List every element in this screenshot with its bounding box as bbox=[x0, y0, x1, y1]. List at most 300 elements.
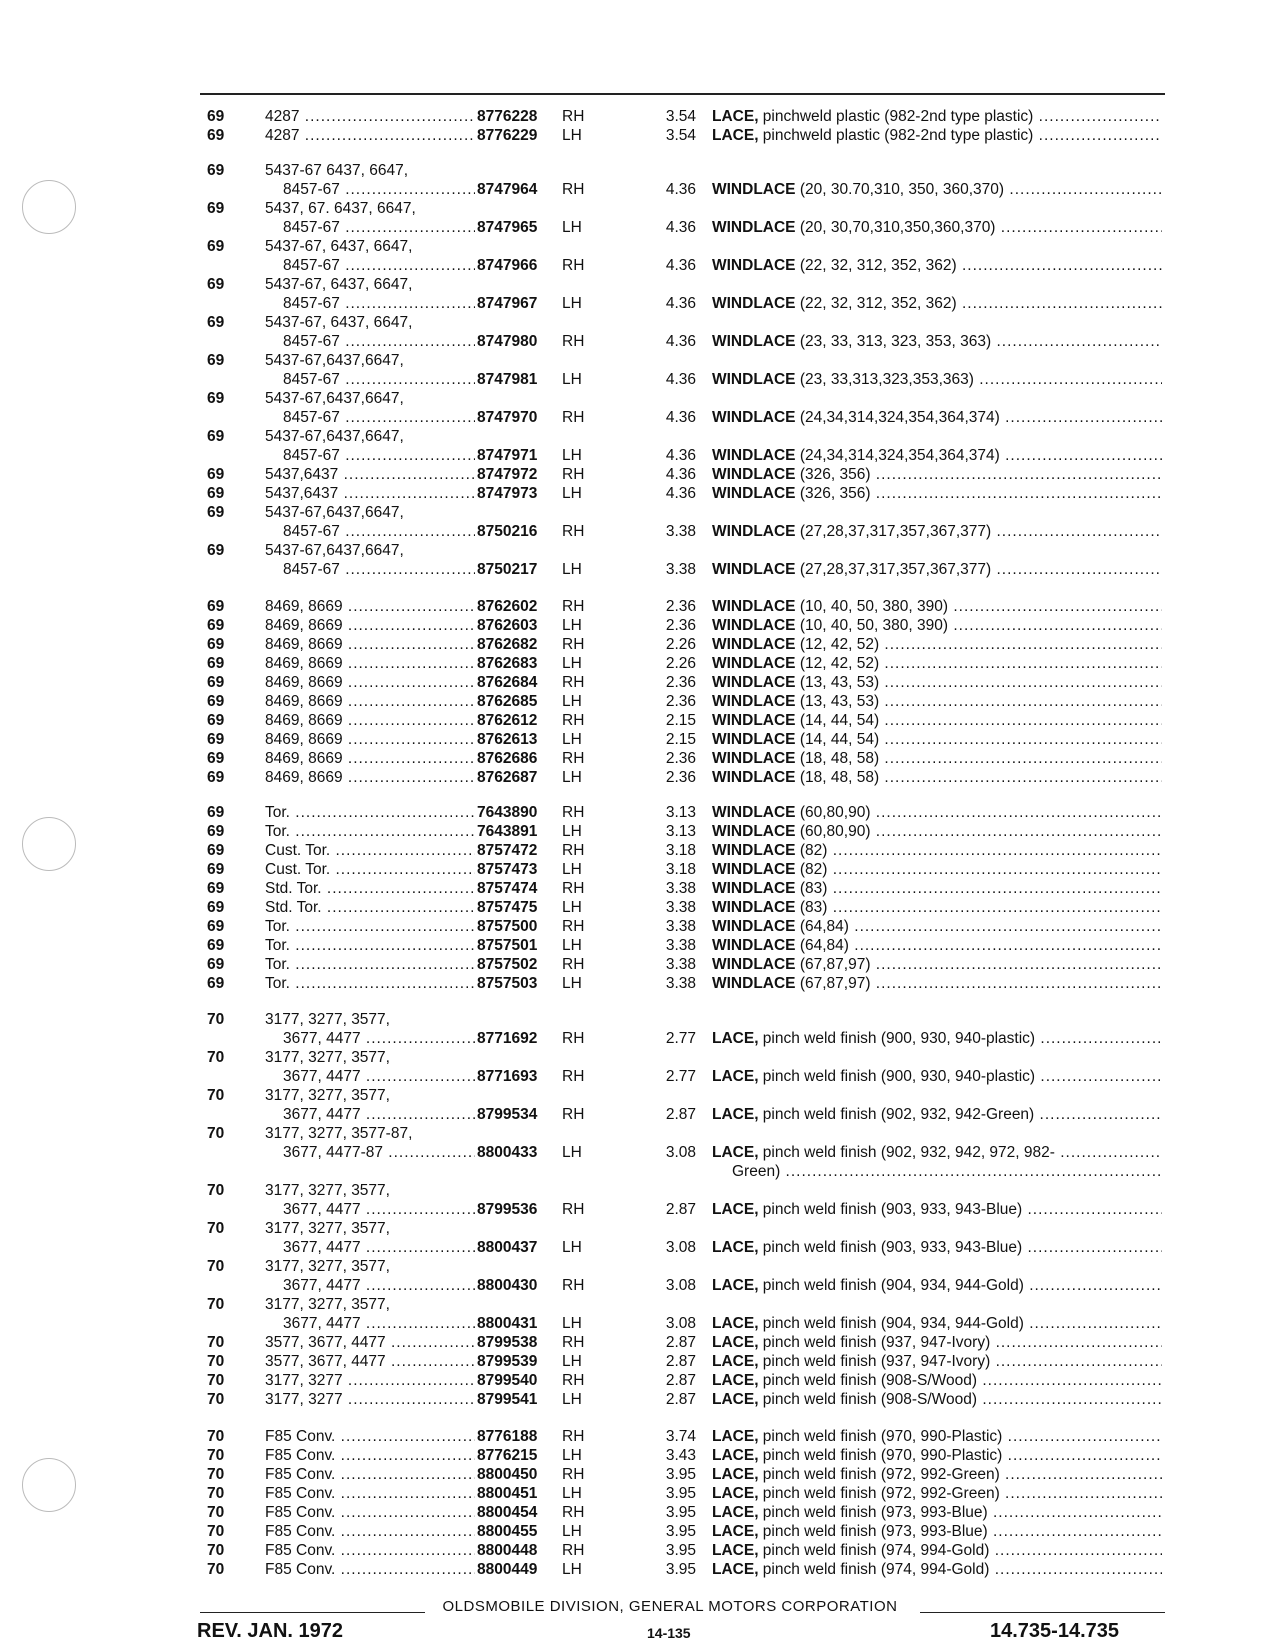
table-row bbox=[0, 711, 1272, 730]
application-cell: 5437-67,6437,6647, bbox=[265, 390, 404, 407]
application-cell: 3577, 3677, 4477 ..... bbox=[265, 1333, 475, 1352]
price-cell: 3.43 bbox=[665, 1447, 696, 1464]
description-keyword: WINDLACE bbox=[712, 674, 796, 691]
price-cell: 4.36 bbox=[665, 466, 696, 483]
side-cell: LH bbox=[562, 447, 582, 464]
table-row bbox=[0, 1295, 1272, 1314]
description-keyword: WINDLACE bbox=[712, 447, 796, 464]
side-cell: RH bbox=[562, 918, 585, 935]
side-cell: LH bbox=[562, 1391, 582, 1408]
table-row bbox=[0, 1503, 1272, 1522]
model-year: 69 bbox=[207, 750, 225, 767]
application-cell: 4287 ..... bbox=[265, 107, 475, 126]
side-cell: RH bbox=[562, 1466, 585, 1483]
description-text: pinch weld finish (972, 992-Green) bbox=[758, 1466, 1000, 1483]
description-text: (13, 43, 53) bbox=[795, 693, 880, 710]
model-year: 69 bbox=[207, 693, 225, 710]
part-number: 8800431 bbox=[477, 1315, 538, 1332]
model-year: 70 bbox=[207, 1353, 225, 1370]
description-text: (14, 44, 54) bbox=[795, 731, 880, 748]
application-cell: 8469, 8669 ..... bbox=[265, 635, 475, 654]
description-text: (64,84) bbox=[795, 918, 849, 935]
model-year: 69 bbox=[207, 975, 225, 992]
description-cell bbox=[712, 635, 1162, 654]
part-number: 8747965 bbox=[477, 219, 538, 236]
table-row bbox=[0, 408, 1272, 427]
description-text: (18, 48, 58) bbox=[795, 769, 880, 786]
description-keyword: LACE, bbox=[712, 1561, 759, 1578]
price-cell: 2.87 bbox=[665, 1334, 696, 1351]
description-keyword: WINDLACE bbox=[712, 219, 796, 236]
model-year: 69 bbox=[207, 937, 225, 954]
description-keyword: LACE, bbox=[712, 1068, 759, 1085]
description-text: pinch weld finish (973, 993-Blue) bbox=[758, 1504, 988, 1521]
description-keyword: WINDLACE bbox=[712, 561, 796, 578]
side-cell: RH bbox=[562, 956, 585, 973]
description-text: pinch weld finish (903, 933, 943-Blue) bbox=[758, 1239, 1023, 1256]
part-number: 8747972 bbox=[477, 466, 538, 483]
side-cell: LH bbox=[562, 731, 582, 748]
application-cell: Tor. ..... bbox=[265, 917, 475, 936]
description-cell bbox=[712, 803, 1162, 822]
application-cell: Tor. ..... bbox=[265, 974, 475, 993]
model-year: 70 bbox=[207, 1220, 225, 1237]
table-row bbox=[0, 673, 1272, 692]
description-cell bbox=[712, 1200, 1162, 1219]
model-year: 69 bbox=[207, 769, 225, 786]
application-cell: 3177, 3277, 3577, bbox=[265, 1220, 390, 1237]
application-cell: 3177, 3277 ..... bbox=[265, 1390, 475, 1409]
table-row bbox=[0, 256, 1272, 275]
price-cell: 3.95 bbox=[665, 1561, 696, 1578]
table-row bbox=[0, 1010, 1272, 1029]
description-cell bbox=[712, 256, 1162, 275]
part-number: 8762612 bbox=[477, 712, 538, 729]
description-keyword: LACE, bbox=[712, 1106, 759, 1123]
description-text: (22, 32, 312, 352, 362) bbox=[795, 257, 957, 274]
price-cell: 2.87 bbox=[665, 1201, 696, 1218]
description-cell bbox=[712, 446, 1162, 465]
description-text: pinch weld finish (972, 992-Green) bbox=[758, 1485, 1000, 1502]
description-keyword: LACE, bbox=[712, 1466, 759, 1483]
price-cell: 3.38 bbox=[665, 523, 696, 540]
part-number: 8771692 bbox=[477, 1030, 538, 1047]
description-keyword: WINDLACE bbox=[712, 937, 796, 954]
description-keyword: WINDLACE bbox=[712, 693, 796, 710]
description-keyword: LACE, bbox=[712, 1353, 759, 1370]
description-keyword: WINDLACE bbox=[712, 823, 796, 840]
table-row bbox=[0, 860, 1272, 879]
price-cell: 2.36 bbox=[665, 750, 696, 767]
table-row bbox=[0, 294, 1272, 313]
table-row bbox=[0, 1541, 1272, 1560]
side-cell: RH bbox=[562, 636, 585, 653]
price-cell: 2.15 bbox=[665, 712, 696, 729]
description-cell bbox=[712, 860, 1162, 879]
application-cell: F85 Conv. ..... bbox=[265, 1522, 475, 1541]
table-row bbox=[0, 879, 1272, 898]
description-keyword: LACE, bbox=[712, 1504, 759, 1521]
part-number: 8762685 bbox=[477, 693, 538, 710]
model-year: 70 bbox=[207, 1372, 225, 1389]
part-number: 8776228 bbox=[477, 108, 538, 125]
table-row bbox=[0, 936, 1272, 955]
part-number: 8776215 bbox=[477, 1447, 538, 1464]
table-row bbox=[0, 446, 1272, 465]
price-cell: 2.77 bbox=[665, 1068, 696, 1085]
description-cell bbox=[712, 560, 1162, 579]
price-cell: 3.13 bbox=[665, 804, 696, 821]
part-number: 8747967 bbox=[477, 295, 538, 312]
part-number: 8776229 bbox=[477, 127, 538, 144]
application-cell: F85 Conv. ..... bbox=[265, 1446, 475, 1465]
description-text: (14, 44, 54) bbox=[795, 712, 880, 729]
part-number: 8747973 bbox=[477, 485, 538, 502]
price-cell: 3.38 bbox=[665, 918, 696, 935]
table-row bbox=[0, 841, 1272, 860]
description-cell bbox=[712, 917, 1162, 936]
table-row bbox=[0, 107, 1272, 126]
table-row bbox=[0, 370, 1272, 389]
application-cell: Tor. ..... bbox=[265, 955, 475, 974]
description-keyword: WINDLACE bbox=[712, 636, 796, 653]
part-number: 8762687 bbox=[477, 769, 538, 786]
application-cell: 5437-67,6437,6647, bbox=[265, 504, 404, 521]
application-cell: 3677, 4477 ..... bbox=[265, 1314, 475, 1333]
price-cell: 3.54 bbox=[665, 127, 696, 144]
table-row bbox=[0, 218, 1272, 237]
description-text: (82) bbox=[795, 861, 828, 878]
description-cell bbox=[712, 294, 1162, 313]
part-number: 8799534 bbox=[477, 1106, 538, 1123]
price-cell: 3.38 bbox=[665, 880, 696, 897]
part-number: 8762683 bbox=[477, 655, 538, 672]
description-text: (27,28,37,317,357,367,377) bbox=[795, 523, 992, 540]
description-text: (83) bbox=[795, 899, 828, 916]
description-cell bbox=[712, 1390, 1162, 1409]
side-cell: LH bbox=[562, 485, 582, 502]
side-cell: LH bbox=[562, 371, 582, 388]
application-cell: 3677, 4477 ..... bbox=[265, 1067, 475, 1086]
description-keyword: WINDLACE bbox=[712, 804, 796, 821]
table-row bbox=[0, 1029, 1272, 1048]
side-cell: RH bbox=[562, 1372, 585, 1389]
description-text: (27,28,37,317,357,367,377) bbox=[795, 561, 992, 578]
description-cell bbox=[712, 879, 1162, 898]
description-text: pinchweld plastic (982-2nd type plastic) bbox=[758, 108, 1034, 125]
model-year: 69 bbox=[207, 162, 225, 179]
part-number: 8762603 bbox=[477, 617, 538, 634]
price-cell: 3.95 bbox=[665, 1523, 696, 1540]
application-cell: 5437-67, 6437, 6647, bbox=[265, 314, 413, 331]
description-text: (12, 42, 52) bbox=[795, 655, 880, 672]
model-year: 70 bbox=[207, 1182, 225, 1199]
description-keyword: WINDLACE bbox=[712, 861, 796, 878]
side-cell: LH bbox=[562, 975, 582, 992]
table-row bbox=[0, 1086, 1272, 1105]
description-text: (326, 356) bbox=[795, 485, 871, 502]
model-year: 69 bbox=[207, 390, 225, 407]
model-year: 70 bbox=[207, 1011, 225, 1028]
application-cell: 8457-67 ..... bbox=[265, 332, 475, 351]
description-cell bbox=[712, 126, 1162, 145]
footer-division: OLDSMOBILE DIVISION, GENERAL MOTORS CORPORATION bbox=[442, 1598, 898, 1615]
description-cell bbox=[712, 692, 1162, 711]
part-number: 8771693 bbox=[477, 1068, 538, 1085]
model-year: 69 bbox=[207, 861, 225, 878]
price-cell: 3.08 bbox=[665, 1315, 696, 1332]
part-number: 8762686 bbox=[477, 750, 538, 767]
side-cell: LH bbox=[562, 1315, 582, 1332]
part-number: 8750217 bbox=[477, 561, 538, 578]
model-year: 69 bbox=[207, 200, 225, 217]
description-cell bbox=[712, 1503, 1162, 1522]
price-cell: 4.36 bbox=[665, 295, 696, 312]
side-cell: RH bbox=[562, 181, 585, 198]
part-number: 8747966 bbox=[477, 257, 538, 274]
part-number: 8757503 bbox=[477, 975, 538, 992]
part-number: 8762613 bbox=[477, 731, 538, 748]
description-text: (64,84) bbox=[795, 937, 849, 954]
table-row bbox=[0, 803, 1272, 822]
model-year: 69 bbox=[207, 899, 225, 916]
model-year: 70 bbox=[207, 1504, 225, 1521]
side-cell: LH bbox=[562, 655, 582, 672]
description-text: pinch weld finish (973, 993-Blue) bbox=[758, 1523, 988, 1540]
table-row bbox=[0, 1124, 1272, 1143]
model-year: 69 bbox=[207, 352, 225, 369]
table-row bbox=[0, 1522, 1272, 1541]
model-year: 69 bbox=[207, 655, 225, 672]
part-number: 8757472 bbox=[477, 842, 538, 859]
application-cell: 3177, 3277, 3577-87, bbox=[265, 1125, 413, 1142]
table-row bbox=[0, 1200, 1272, 1219]
part-number: 8800450 bbox=[477, 1466, 538, 1483]
model-year: 69 bbox=[207, 823, 225, 840]
description-cell bbox=[712, 1029, 1162, 1048]
part-number: 8762684 bbox=[477, 674, 538, 691]
application-cell: Cust. Tor. ..... bbox=[265, 860, 475, 879]
side-cell: RH bbox=[562, 1068, 585, 1085]
description-text: pinch weld finish (904, 934, 944-Gold) bbox=[758, 1277, 1024, 1294]
application-cell: 3677, 4477 ..... bbox=[265, 1105, 475, 1124]
side-cell: LH bbox=[562, 1561, 582, 1578]
description-keyword: LACE, bbox=[712, 1201, 759, 1218]
part-number: 8800433 bbox=[477, 1144, 538, 1161]
table-row bbox=[0, 332, 1272, 351]
description-text: (23, 33, 313, 323, 353, 363) bbox=[795, 333, 992, 350]
price-cell: 2.36 bbox=[665, 674, 696, 691]
table-row bbox=[0, 1048, 1272, 1067]
price-cell: 2.87 bbox=[665, 1106, 696, 1123]
description-keyword: WINDLACE bbox=[712, 371, 796, 388]
part-number: 8757502 bbox=[477, 956, 538, 973]
application-cell: 3177, 3277, 3577, bbox=[265, 1258, 390, 1275]
table-row bbox=[0, 1181, 1272, 1200]
description-cell bbox=[712, 218, 1162, 237]
price-cell: 3.95 bbox=[665, 1504, 696, 1521]
side-cell: RH bbox=[562, 257, 585, 274]
description-cell bbox=[712, 1371, 1162, 1390]
description-text: (10, 40, 50, 380, 390) bbox=[795, 617, 949, 634]
top-rule bbox=[200, 93, 1165, 95]
side-cell: RH bbox=[562, 674, 585, 691]
application-cell: 8469, 8669 ..... bbox=[265, 692, 475, 711]
side-cell: RH bbox=[562, 712, 585, 729]
description-keyword: WINDLACE bbox=[712, 731, 796, 748]
description-text: (326, 356) bbox=[795, 466, 871, 483]
table-row bbox=[0, 822, 1272, 841]
model-year: 69 bbox=[207, 108, 225, 125]
table-row bbox=[0, 427, 1272, 446]
model-year: 69 bbox=[207, 880, 225, 897]
application-cell: 3577, 3677, 4477 ..... bbox=[265, 1352, 475, 1371]
description-cell bbox=[712, 936, 1162, 955]
footer-page-number: 14-135 bbox=[647, 1625, 691, 1641]
model-year: 69 bbox=[207, 842, 225, 859]
footer-rule-left bbox=[200, 1612, 425, 1613]
part-number: 8747970 bbox=[477, 409, 538, 426]
side-cell: RH bbox=[562, 842, 585, 859]
price-cell: 2.87 bbox=[665, 1353, 696, 1370]
price-cell: 4.36 bbox=[665, 333, 696, 350]
side-cell: RH bbox=[562, 804, 585, 821]
table-row bbox=[0, 955, 1272, 974]
application-cell: 8469, 8669 ..... bbox=[265, 597, 475, 616]
part-number: 8750216 bbox=[477, 523, 538, 540]
price-cell: 3.38 bbox=[665, 561, 696, 578]
description-keyword: WINDLACE bbox=[712, 899, 796, 916]
side-cell: RH bbox=[562, 333, 585, 350]
side-cell: RH bbox=[562, 1030, 585, 1047]
part-number: 8799539 bbox=[477, 1353, 538, 1370]
table-row bbox=[0, 126, 1272, 145]
table-row bbox=[0, 768, 1272, 787]
table-row bbox=[0, 1371, 1272, 1390]
application-cell: F85 Conv. ..... bbox=[265, 1541, 475, 1560]
table-row bbox=[0, 161, 1272, 180]
description-text: pinch weld finish (902, 932, 942-Green) bbox=[758, 1106, 1035, 1123]
model-year: 69 bbox=[207, 466, 225, 483]
price-cell: 3.74 bbox=[665, 1428, 696, 1445]
price-cell: 2.36 bbox=[665, 598, 696, 615]
application-cell: 3677, 4477 ..... bbox=[265, 1276, 475, 1295]
application-cell: 3177, 3277, 3577, bbox=[265, 1087, 390, 1104]
description-text: pinch weld finish (900, 930, 940-plastic) bbox=[758, 1030, 1036, 1047]
model-year: 69 bbox=[207, 956, 225, 973]
description-cell bbox=[712, 841, 1162, 860]
application-cell: 8469, 8669 ..... bbox=[265, 711, 475, 730]
price-cell: 3.38 bbox=[665, 975, 696, 992]
description-cell bbox=[712, 730, 1162, 749]
table-row bbox=[0, 616, 1272, 635]
table-row bbox=[0, 1105, 1272, 1124]
part-number: 8762682 bbox=[477, 636, 538, 653]
model-year: 70 bbox=[207, 1447, 225, 1464]
description-keyword: WINDLACE bbox=[712, 918, 796, 935]
side-cell: LH bbox=[562, 937, 582, 954]
application-cell: 8469, 8669 ..... bbox=[265, 673, 475, 692]
description-cell bbox=[712, 522, 1162, 541]
table-row bbox=[0, 749, 1272, 768]
part-number: 8747971 bbox=[477, 447, 538, 464]
side-cell: LH bbox=[562, 295, 582, 312]
model-year: 70 bbox=[207, 1296, 225, 1313]
part-number: 8800454 bbox=[477, 1504, 538, 1521]
price-cell: 2.36 bbox=[665, 769, 696, 786]
description-text: pinch weld finish (974, 994-Gold) bbox=[758, 1542, 990, 1559]
table-row bbox=[0, 1427, 1272, 1446]
part-number: 8799540 bbox=[477, 1372, 538, 1389]
application-cell: Std. Tor. ..... bbox=[265, 879, 475, 898]
table-row bbox=[0, 1465, 1272, 1484]
side-cell: LH bbox=[562, 769, 582, 786]
description-keyword: LACE, bbox=[712, 1372, 759, 1389]
description-cell bbox=[712, 1352, 1162, 1371]
price-cell: 3.54 bbox=[665, 108, 696, 125]
description-cell bbox=[712, 822, 1162, 841]
application-cell: 5437,6437 ..... bbox=[265, 484, 475, 503]
part-number: 8757500 bbox=[477, 918, 538, 935]
description-cell bbox=[712, 1446, 1162, 1465]
part-number: 8799541 bbox=[477, 1391, 538, 1408]
table-row bbox=[0, 917, 1272, 936]
table-row bbox=[0, 1143, 1272, 1162]
application-cell: 5437-67 6437, 6647, bbox=[265, 162, 409, 179]
model-year: 69 bbox=[207, 636, 225, 653]
side-cell: RH bbox=[562, 523, 585, 540]
description-text: pinch weld finish (974, 994-Gold) bbox=[758, 1561, 990, 1578]
description-cell bbox=[712, 1314, 1162, 1333]
table-row bbox=[0, 974, 1272, 993]
description-text: pinchweld plastic (982-2nd type plastic) bbox=[758, 127, 1034, 144]
description-keyword: LACE, bbox=[712, 1334, 759, 1351]
description-keyword: WINDLACE bbox=[712, 598, 796, 615]
description-cell bbox=[712, 484, 1162, 503]
application-cell: 8457-67 ..... bbox=[265, 560, 475, 579]
application-cell: 3677, 4477-87 ..... bbox=[265, 1143, 475, 1162]
part-number: 8800449 bbox=[477, 1561, 538, 1578]
side-cell: LH bbox=[562, 219, 582, 236]
description-text: (20, 30,70,310,350,360,370) bbox=[795, 219, 996, 236]
price-cell: 4.36 bbox=[665, 371, 696, 388]
description-cell bbox=[712, 332, 1162, 351]
application-cell: 5437-67,6437,6647, bbox=[265, 352, 404, 369]
side-cell: LH bbox=[562, 693, 582, 710]
part-number: 8757475 bbox=[477, 899, 538, 916]
application-cell: 8469, 8669 ..... bbox=[265, 730, 475, 749]
side-cell: RH bbox=[562, 1334, 585, 1351]
application-cell: 8469, 8669 ..... bbox=[265, 768, 475, 787]
side-cell: RH bbox=[562, 880, 585, 897]
table-row bbox=[0, 351, 1272, 370]
description-cell bbox=[712, 1484, 1162, 1503]
description-cell bbox=[712, 180, 1162, 199]
description-cell bbox=[712, 408, 1162, 427]
description-cell bbox=[712, 974, 1162, 993]
application-cell: Tor. ..... bbox=[265, 822, 475, 841]
price-cell: 3.08 bbox=[665, 1144, 696, 1161]
part-number: 8747964 bbox=[477, 181, 538, 198]
description-cell bbox=[712, 1105, 1162, 1124]
description-keyword: WINDLACE bbox=[712, 295, 796, 312]
application-cell: Tor. ..... bbox=[265, 803, 475, 822]
description-text: (83) bbox=[795, 880, 828, 897]
description-keyword: WINDLACE bbox=[712, 523, 796, 540]
price-cell: 4.36 bbox=[665, 447, 696, 464]
part-number: 8757473 bbox=[477, 861, 538, 878]
description-text: (23, 33,313,323,353,363) bbox=[795, 371, 974, 388]
